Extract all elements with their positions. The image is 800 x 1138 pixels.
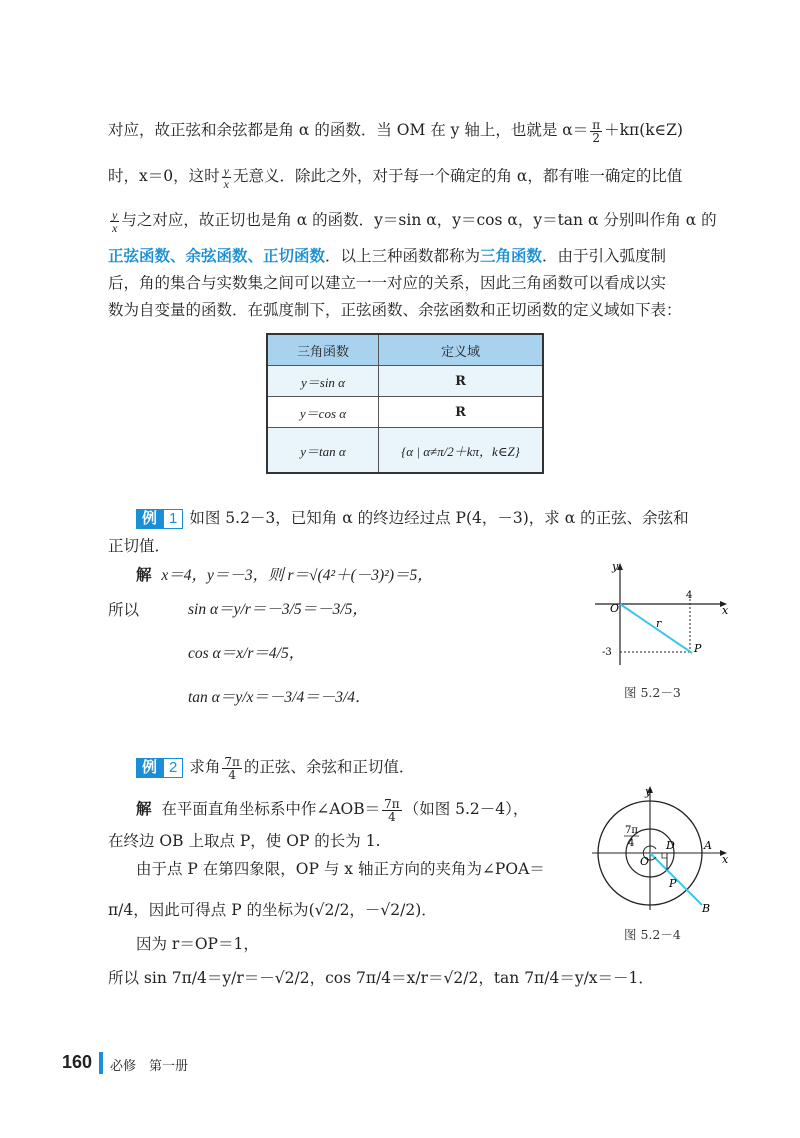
- label-r: r: [656, 617, 662, 630]
- frac-7pi-4: $\frac{7\pi}{4}$: [224, 754, 240, 782]
- angle-label-num: 7π: [625, 825, 638, 836]
- figure-5-2-4-caption: 图 5.2－4: [624, 927, 681, 942]
- example2-solution-6: 所以 sin 7π/4＝y/r＝－√2/2，cos 7π/4＝x/r＝√2/2，tan 7π/4＝y/x＝－1．: [108, 969, 654, 987]
- label-p: P: [694, 642, 702, 655]
- example-number: 1: [163, 509, 183, 529]
- example2-heading: 例 2 求角 $\frac{7\pi}{4}$ 的正弦、余弦和正切值．: [136, 755, 414, 781]
- example1-heading: 例 1 如图 5.2－3，已知角 α 的终边经过点 P(4，－3)，求 α 的正弦、余弦和: [136, 506, 689, 530]
- example1-tan: tan α＝y/x＝－3/4＝－3/4．: [188, 689, 371, 706]
- example2-solution-4: π/4，因此可得点 P 的坐标为(√2/2，－√2/2)．: [108, 901, 437, 919]
- figure-5-2-3-caption: 图 5.2－3: [624, 685, 681, 700]
- example2-solution-1: 解 在平面直角坐标系中作∠AOB＝ $\frac{7\pi}{4}$ （如图 5.2－4），: [136, 796, 529, 824]
- example1-so: 所以: [108, 601, 140, 619]
- label-y: y: [612, 560, 619, 573]
- table-row: y＝tan α {α | α≠π/2＋kπ，k∈Z}: [267, 428, 543, 474]
- page-number: 160: [62, 1052, 93, 1072]
- frac-y-x: $\frac{y}{x}$: [223, 163, 229, 191]
- label-o: O: [610, 602, 620, 615]
- label-neg3: -3: [602, 647, 612, 658]
- table-row: y＝cos α R: [267, 397, 543, 428]
- label-y: y: [645, 785, 652, 798]
- example-badge: 例: [136, 758, 163, 778]
- book-title: 必修 第一册: [110, 1059, 189, 1074]
- example2-solution-3: 由于点 P 在第四象限，OP 与 x 轴正方向的夹角为∠POA＝: [136, 860, 545, 878]
- table-header-domain: 定义域: [379, 334, 544, 366]
- para1-line5: 后，角的集合与实数集之间可以建立一一对应的关系，因此三角函数可以看成以实: [108, 274, 667, 292]
- frac-y-x-2: $\frac{y}{x}$: [112, 207, 118, 235]
- table-row: y＝sin α R: [267, 366, 543, 397]
- label-o: O: [640, 855, 650, 868]
- example1-cos: cos α＝x/r＝4/5，: [188, 645, 305, 662]
- label-b: B: [702, 902, 711, 915]
- para1-line4: 正弦函数、余弦函数、正切函数．以上三种函数都称为三角函数．由于引入弧度制: [108, 247, 667, 265]
- label-4: 4: [686, 590, 693, 601]
- para1-line2: 时，x＝0，这时 $\frac{y}{x}$ 无意义．除此之外，对于每一个确定的角 α，都有唯一确定的比值: [108, 163, 683, 191]
- example1-solution-1: 解 x＝4，y＝－3，则 r＝√(4²＋(－3)²)＝5，: [136, 565, 433, 584]
- label-x: x: [722, 604, 729, 617]
- label-p: P: [669, 877, 677, 890]
- example2-solution-5: 因为 r＝OP＝1，: [136, 935, 259, 953]
- para1-line3: $\frac{y}{x}$ 与之对应，故正切也是角 α 的函数．y＝sin α，y＝cos α，y＝tan α 分别叫作角 α 的: [112, 207, 717, 235]
- label-x: x: [722, 853, 729, 866]
- figure-5-2-4: [590, 785, 740, 915]
- example2-solution-2: 在终边 OB 上取点 P，使 OP 的长为 1.: [108, 832, 381, 850]
- example1-heading-2: 正切值．: [108, 537, 171, 555]
- table-header-fn: 三角函数: [267, 334, 379, 366]
- para1-line1: 对应，故正弦和余弦都是角 α 的函数．当 OM 在 y 轴上，也就是 α＝ $\frac{\pi}{2}$ ＋kπ(k∈Z): [108, 117, 683, 145]
- label-d: D: [666, 839, 675, 852]
- example-badge: 例: [136, 509, 163, 529]
- domain-table: [266, 333, 544, 474]
- frac-7pi-4-b: $\frac{7\pi}{4}$: [384, 796, 400, 824]
- para1-line6: 数为自变量的函数．在弧度制下，正弦函数、余弦函数和正切函数的定义域如下表：: [108, 301, 682, 319]
- right-angle-mark: [662, 853, 667, 858]
- example1-sin: sin α＝y/r＝－3/5＝－3/5，: [188, 601, 368, 618]
- figure-5-2-3: [590, 560, 740, 670]
- label-a: A: [704, 839, 712, 852]
- frac-pi-2: $\frac{\pi}{2}$: [592, 117, 601, 145]
- page-divider: [99, 1052, 103, 1074]
- angle-label-den: 4: [628, 838, 635, 849]
- example-number: 2: [163, 758, 183, 778]
